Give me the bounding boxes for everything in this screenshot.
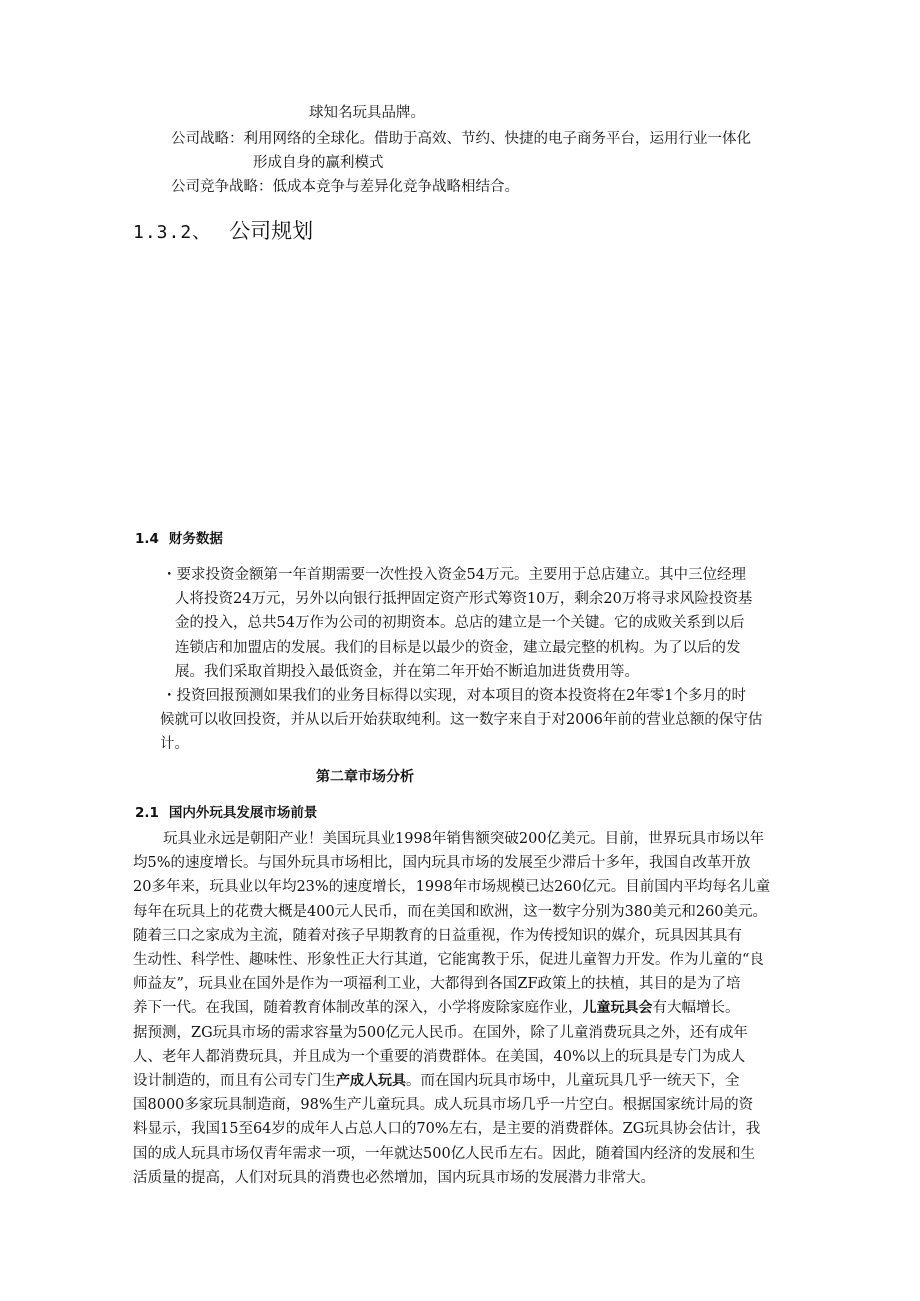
bullet-line: 人将投资24万元，另外以向银行抵押固定资产形式筹资10万，剩余20万将寻求风险投资基	[175, 591, 753, 608]
section-heading-2-1	[135, 803, 317, 823]
paragraph-line-text: 设计制造的，而且有公司专门生	[133, 1073, 336, 1090]
bullet-line: 计。	[160, 736, 189, 753]
paragraph-line-tail: 有大幅增长。	[652, 1000, 740, 1017]
section-number: 1.3.2、	[133, 222, 212, 243]
paragraph-line: 师益友”，玩具业在国外是作为一项福利工业，大都得到各国ZF政策上的扶植，其目的是为了培	[133, 976, 741, 993]
paragraph-line: 活质量的提高，人们对玩具的消费也必然增加，国内玩具市场的发展潜力非常大。	[133, 1169, 655, 1186]
paragraph-line: 国8000多家玩具制造商，98%生产儿童玩具。成人玩具市场几乎一片空白。根据国家统计局的资	[133, 1097, 754, 1114]
bullet-line: 展。我们采取首期投入最低资金，并在第二年开始不断追加进货费用等。	[175, 663, 639, 680]
bullet-line: 候就可以收回投资，并从以后开始获取纯利。这一数字来自于对2006年前的营业总额的保守估	[160, 712, 763, 729]
chapter-title: 第二章市场分析	[316, 769, 414, 785]
bullet-line: 金的投入，总共54万作为公司的初期资本。总店的建立是一个关键。它的成败关系到以后	[175, 615, 745, 632]
company-strategy-line: 公司战略：利用网络的全球化。借助于高效、节约、快捷的电子商务平台，运用行业一体化	[171, 131, 751, 147]
paragraph-line: 生动性、科学性、趣味性、形象性正大行其道，它能寓教于乐，促进儿童智力开发。作为儿童的“良	[133, 952, 764, 969]
paragraph-line-tail: 。而在国内玩具市场中，儿童玩具几乎一统天下，全	[406, 1073, 740, 1090]
bullet-investment-return	[162, 684, 762, 757]
bullet-line: 连锁店和加盟店的发展。我们的目标是以最少的资金，建立最完整的机构。为了以后的发	[175, 639, 741, 656]
paragraph-line	[133, 1069, 770, 1093]
section-heading-1-3-2	[133, 216, 313, 248]
competition-strategy-line: 公司竞争战略：低成本竞争与差异化竞争战略相结合。	[171, 179, 519, 195]
paragraph-line	[133, 996, 770, 1020]
bold-phrase: 儿童玩具会	[582, 1000, 653, 1017]
section-heading-1-4	[135, 529, 223, 549]
section-title: 公司规划	[229, 219, 314, 243]
section-number: 1.4	[135, 531, 159, 547]
paragraph-line: 均5%的速度增长。与国外玩具市场相比，国内玩具市场的发展至少滞后十多年，我国自改革开放	[133, 855, 751, 872]
company-strategy-line-cont: 形成自身的赢利模式	[253, 155, 384, 171]
paragraph-line: 随着三口之家成为主流，随着对孩子早期教育的日益重视，作为传授知识的媒介，玩具因其具有	[133, 927, 742, 944]
market-paragraph	[133, 827, 770, 1190]
paragraph-line: 每年在玩具上的花费大概是400元人民币，而在美国和欧洲，这一数字分别为380美元和260美元。	[133, 903, 768, 920]
paragraph-line-text: 养下一代。在我国，随着教育体制改革的深入，小学将废除家庭作业，	[133, 1000, 583, 1017]
paragraph-line: 国的成人玩具市场仅青年需求一项，一年就达500亿人民币左右。因此，随着国内经济的发展和生	[133, 1145, 756, 1162]
section-number: 2.1	[135, 805, 159, 821]
paragraph-line: 人、老年人都消费玩具，并且成为一个重要的消费群体。在美国，40%以上的玩具是专门为成人	[133, 1048, 746, 1065]
paragraph-line: 据预测，ZG玩具市场的需求容量为500亿元人民币。在国外，除了儿童消费玩具之外，还有成年	[133, 1024, 748, 1041]
bullet-line: ・要求投资金额第一年首期需要一次性投入资金54万元。主要用于总店建立。其中三位经理	[162, 567, 746, 583]
paragraph-line: 料显示，我国15至64岁的成年人占总人口的70%左右，是主要的消费群体。ZG玩具协会估计，我	[133, 1121, 761, 1138]
bullet-line: ・投资回报预测如果我们的业务目标得以实现，对本项目的资本投资将在2年零1个多月的时	[162, 688, 746, 704]
section-title: 国内外玩具发展市场前景	[168, 805, 318, 821]
paragraph-line: 20多年来，玩具业以年均23%的速度增长，1998年市场规模已达260亿元。目前国内平均每名儿童	[133, 879, 771, 896]
section-title: 财务数据	[168, 531, 223, 547]
bold-phrase: 产成人玩具	[336, 1073, 406, 1090]
bullet-investment-amount	[162, 563, 752, 684]
paragraph-line: 玩具业永远是朝阳产业！美国玩具业1998年销售额突破200亿美元。目前，世界玩具市场以年	[163, 831, 765, 847]
continuation-line: 球知名玩具品牌。	[309, 105, 425, 121]
